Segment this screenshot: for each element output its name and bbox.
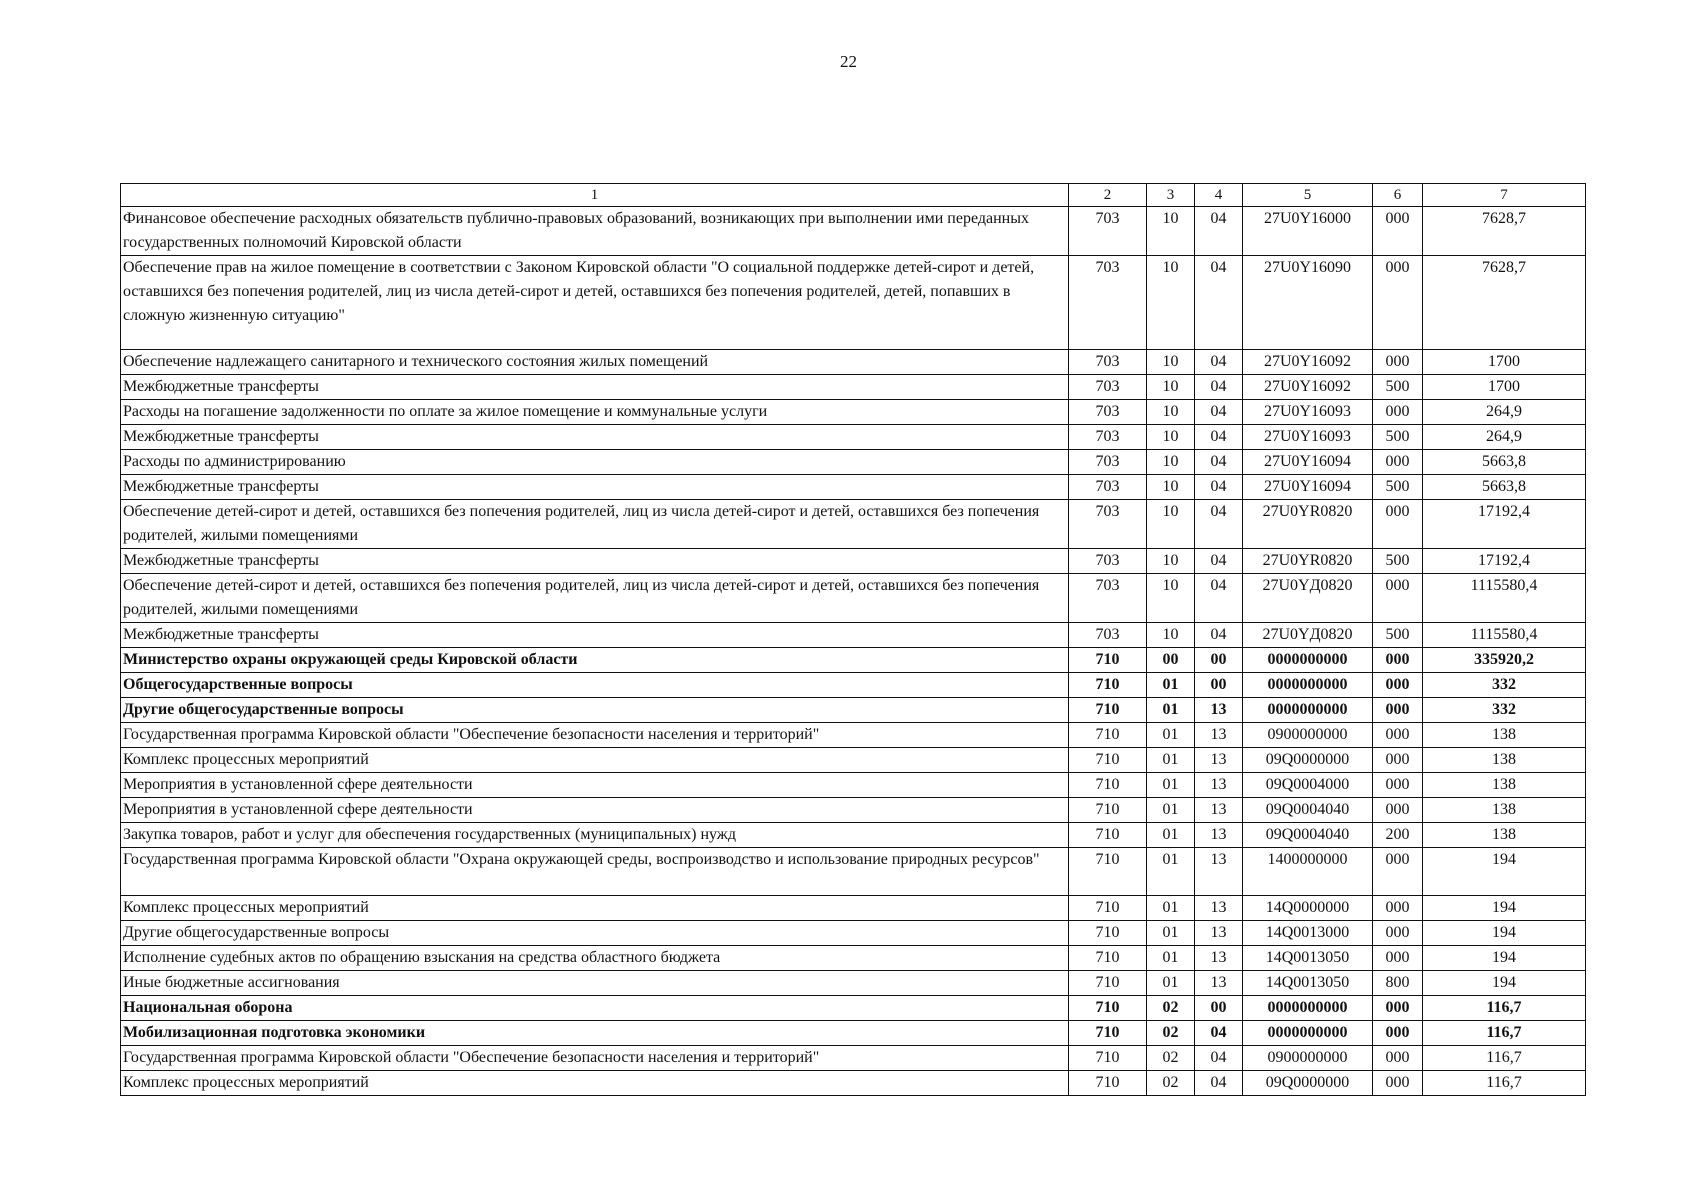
expense-type-cell: 200 [1373,823,1423,848]
amount-cell: 1700 [1423,350,1586,375]
table-row [121,971,1586,996]
table-row [121,1021,1586,1046]
row-name-cell: Мобилизационная подготовка экономики [121,1021,1069,1046]
target-article-cell: 0000000000 [1243,1021,1373,1046]
section-code-cell: 10 [1147,623,1195,648]
target-article-cell: 27U0Y16094 [1243,450,1373,475]
ministry-code-cell: 710 [1069,946,1147,971]
row-name-cell: Межбюджетные трансферты [121,375,1069,400]
subsection-code-cell: 04 [1195,375,1243,400]
row-name-cell: Государственная программа Кировской области "Обеспечение безопасности населения и территорий" [121,723,1069,748]
amount-cell: 116,7 [1423,1046,1586,1071]
amount-cell: 332 [1423,673,1586,698]
row-name-cell: Комплекс процессных мероприятий [121,748,1069,773]
expense-type-cell: 000 [1373,748,1423,773]
section-code-cell: 10 [1147,574,1195,623]
page-number: 22 [840,52,857,71]
subsection-code-cell: 04 [1195,475,1243,500]
expense-type-cell: 000 [1373,773,1423,798]
target-article-cell: 09Q0000000 [1243,748,1373,773]
subsection-code-cell: 04 [1195,1046,1243,1071]
target-article-cell: 1400000000 [1243,848,1373,896]
table-row [121,921,1586,946]
table-row [121,256,1586,350]
amount-cell: 116,7 [1423,996,1586,1021]
expense-type-cell: 800 [1373,971,1423,996]
ministry-code-cell: 710 [1069,698,1147,723]
subsection-code-cell: 04 [1195,1071,1243,1096]
section-code-cell: 01 [1147,798,1195,823]
target-article-cell: 27U0Y16094 [1243,475,1373,500]
section-code-cell: 10 [1147,549,1195,574]
ministry-code-cell: 703 [1069,549,1147,574]
section-code-cell: 01 [1147,748,1195,773]
row-name-cell: Государственная программа Кировской области "Обеспечение безопасности населения и территорий" [121,1046,1069,1071]
target-article-cell: 14Q0013050 [1243,971,1373,996]
expense-type-cell: 000 [1373,848,1423,896]
expense-type-cell: 500 [1373,475,1423,500]
amount-cell: 138 [1423,798,1586,823]
column-number: 3 [1147,184,1195,207]
subsection-code-cell: 00 [1195,996,1243,1021]
target-article-cell: 14Q0000000 [1243,896,1373,921]
row-name-cell: Обеспечение надлежащего санитарного и технического состояния жилых помещений [121,350,1069,375]
target-article-cell: 27U0YД0820 [1243,574,1373,623]
expense-type-cell: 000 [1373,400,1423,425]
expense-type-cell: 000 [1373,896,1423,921]
ministry-code-cell: 710 [1069,823,1147,848]
table-row [121,574,1586,623]
row-name-cell: Финансовое обеспечение расходных обязательств публично-правовых образований, возникающих при выполнении ими переданных государственных полномочий Кировской области [121,207,1069,256]
section-code-cell: 01 [1147,946,1195,971]
subsection-code-cell: 04 [1195,500,1243,549]
table-row [121,623,1586,648]
expense-type-cell: 000 [1373,574,1423,623]
row-name-cell: Расходы по администрированию [121,450,1069,475]
table-row [121,648,1586,673]
table-row [121,723,1586,748]
amount-cell: 116,7 [1423,1021,1586,1046]
target-article-cell: 14Q0013050 [1243,946,1373,971]
row-name-cell: Национальная оборона [121,996,1069,1021]
subsection-code-cell: 13 [1195,946,1243,971]
amount-cell: 17192,4 [1423,500,1586,549]
section-code-cell: 01 [1147,823,1195,848]
subsection-code-cell: 13 [1195,921,1243,946]
amount-cell: 116,7 [1423,1071,1586,1096]
table-row [121,400,1586,425]
target-article-cell: 27U0Y16092 [1243,375,1373,400]
amount-cell: 1700 [1423,375,1586,400]
ministry-code-cell: 710 [1069,773,1147,798]
section-code-cell: 01 [1147,773,1195,798]
table-row [121,207,1586,256]
amount-cell: 5663,8 [1423,475,1586,500]
target-article-cell: 27U0YR0820 [1243,549,1373,574]
row-name-cell: Межбюджетные трансферты [121,549,1069,574]
row-name-cell: Закупка товаров, работ и услуг для обеспечения государственных (муниципальных) нужд [121,823,1069,848]
row-name-cell: Министерство охраны окружающей среды Кировской области [121,648,1069,673]
subsection-code-cell: 04 [1195,574,1243,623]
amount-cell: 335920,2 [1423,648,1586,673]
target-article-cell: 27U0Y16090 [1243,256,1373,350]
table-row [121,475,1586,500]
expense-type-cell: 000 [1373,698,1423,723]
ministry-code-cell: 703 [1069,350,1147,375]
table-row [121,996,1586,1021]
table-row [121,946,1586,971]
target-article-cell: 0900000000 [1243,1046,1373,1071]
amount-cell: 1115580,4 [1423,574,1586,623]
expense-type-cell: 000 [1373,798,1423,823]
amount-cell: 194 [1423,896,1586,921]
amount-cell: 194 [1423,848,1586,896]
row-name-cell: Комплекс процессных мероприятий [121,1071,1069,1096]
ministry-code-cell: 703 [1069,623,1147,648]
target-article-cell: 27U0YД0820 [1243,623,1373,648]
target-article-cell: 27U0Y16092 [1243,350,1373,375]
ministry-code-cell: 710 [1069,896,1147,921]
target-article-cell: 27U0Y16000 [1243,207,1373,256]
row-name-cell: Комплекс процессных мероприятий [121,896,1069,921]
expense-type-cell: 000 [1373,673,1423,698]
column-number-row [121,184,1586,207]
amount-cell: 17192,4 [1423,549,1586,574]
subsection-code-cell: 13 [1195,698,1243,723]
row-name-cell: Исполнение судебных актов по обращению взыскания на средства областного бюджета [121,946,1069,971]
subsection-code-cell: 13 [1195,848,1243,896]
table-row [121,848,1586,896]
target-article-cell: 0000000000 [1243,673,1373,698]
table-row [121,500,1586,549]
section-code-cell: 10 [1147,475,1195,500]
section-code-cell: 01 [1147,921,1195,946]
ministry-code-cell: 710 [1069,673,1147,698]
amount-cell: 194 [1423,946,1586,971]
column-number: 1 [121,184,1069,207]
ministry-code-cell: 710 [1069,996,1147,1021]
subsection-code-cell: 13 [1195,748,1243,773]
section-code-cell: 01 [1147,673,1195,698]
row-name-cell: Другие общегосударственные вопросы [121,921,1069,946]
ministry-code-cell: 710 [1069,748,1147,773]
column-number: 6 [1373,184,1423,207]
expense-type-cell: 000 [1373,450,1423,475]
table-row [121,748,1586,773]
target-article-cell: 0000000000 [1243,698,1373,723]
ministry-code-cell: 703 [1069,500,1147,549]
expense-type-cell: 500 [1373,375,1423,400]
section-code-cell: 02 [1147,1046,1195,1071]
target-article-cell: 27U0Y16093 [1243,400,1373,425]
target-article-cell: 09Q0000000 [1243,1071,1373,1096]
section-code-cell: 10 [1147,425,1195,450]
section-code-cell: 01 [1147,723,1195,748]
section-code-cell: 10 [1147,400,1195,425]
amount-cell: 194 [1423,921,1586,946]
subsection-code-cell: 13 [1195,971,1243,996]
amount-cell: 264,9 [1423,425,1586,450]
ministry-code-cell: 710 [1069,723,1147,748]
subsection-code-cell: 13 [1195,773,1243,798]
subsection-code-cell: 13 [1195,798,1243,823]
expense-type-cell: 000 [1373,946,1423,971]
amount-cell: 5663,8 [1423,450,1586,475]
subsection-code-cell: 04 [1195,350,1243,375]
target-article-cell: 0900000000 [1243,723,1373,748]
amount-cell: 194 [1423,971,1586,996]
section-code-cell: 01 [1147,848,1195,896]
amount-cell: 264,9 [1423,400,1586,425]
section-code-cell: 01 [1147,698,1195,723]
table-row [121,823,1586,848]
section-code-cell: 10 [1147,500,1195,549]
expense-type-cell: 500 [1373,623,1423,648]
table-row [121,1046,1586,1071]
amount-cell: 138 [1423,723,1586,748]
subsection-code-cell: 04 [1195,400,1243,425]
ministry-code-cell: 703 [1069,574,1147,623]
section-code-cell: 02 [1147,1021,1195,1046]
expense-type-cell: 000 [1373,1046,1423,1071]
ministry-code-cell: 703 [1069,256,1147,350]
row-name-cell: Мероприятия в установленной сфере деятельности [121,773,1069,798]
expense-type-cell: 500 [1373,549,1423,574]
subsection-code-cell: 00 [1195,648,1243,673]
target-article-cell: 0000000000 [1243,648,1373,673]
subsection-code-cell: 04 [1195,256,1243,350]
subsection-code-cell: 04 [1195,549,1243,574]
ministry-code-cell: 710 [1069,1021,1147,1046]
row-name-cell: Расходы на погашение задолженности по оплате за жилое помещение и коммунальные услуги [121,400,1069,425]
subsection-code-cell: 13 [1195,823,1243,848]
row-name-cell: Общегосударственные вопросы [121,673,1069,698]
subsection-code-cell: 13 [1195,723,1243,748]
ministry-code-cell: 703 [1069,475,1147,500]
row-name-cell: Межбюджетные трансферты [121,425,1069,450]
table-row [121,1071,1586,1096]
target-article-cell: 09Q0004040 [1243,798,1373,823]
expense-type-cell: 000 [1373,1071,1423,1096]
row-name-cell: Обеспечение детей-сирот и детей, оставшихся без попечения родителей, лиц из числа детей-сирот и детей, оставшихся без попечения родителей, жилыми помещениями [121,500,1069,549]
amount-cell: 138 [1423,748,1586,773]
row-name-cell: Иные бюджетные ассигнования [121,971,1069,996]
section-code-cell: 02 [1147,1071,1195,1096]
target-article-cell: 14Q0013000 [1243,921,1373,946]
target-article-cell: 0000000000 [1243,996,1373,1021]
row-name-cell: Другие общегосударственные вопросы [121,698,1069,723]
row-name-cell: Межбюджетные трансферты [121,475,1069,500]
subsection-code-cell: 00 [1195,673,1243,698]
row-name-cell: Обеспечение детей-сирот и детей, оставшихся без попечения родителей, лиц из числа детей-сирот и детей, оставшихся без попечения родителей, жилыми помещениями [121,574,1069,623]
expense-type-cell: 000 [1373,207,1423,256]
table-row [121,798,1586,823]
expense-type-cell: 000 [1373,921,1423,946]
row-name-cell: Государственная программа Кировской области "Охрана окружающей среды, воспроизводство и использование природных ресурсов" [121,848,1069,896]
table-row [121,698,1586,723]
ministry-code-cell: 703 [1069,400,1147,425]
section-code-cell: 01 [1147,971,1195,996]
row-name-cell: Обеспечение прав на жилое помещение в соответствии с Законом Кировской области "О социальной поддержке детей-сирот и детей, оставшихся без попечения родителей, лиц из числа детей-сирот и детей, оставшихся без попечения родителей, детей, попавших в сложную жизненную ситуацию" [121,256,1069,350]
section-code-cell: 10 [1147,350,1195,375]
expense-type-cell: 000 [1373,500,1423,549]
column-number: 4 [1195,184,1243,207]
expense-type-cell: 000 [1373,996,1423,1021]
ministry-code-cell: 703 [1069,375,1147,400]
target-article-cell: 27U0YR0820 [1243,500,1373,549]
section-code-cell: 10 [1147,207,1195,256]
ministry-code-cell: 703 [1069,207,1147,256]
expense-type-cell: 000 [1373,256,1423,350]
amount-cell: 1115580,4 [1423,623,1586,648]
ministry-code-cell: 710 [1069,848,1147,896]
expense-type-cell: 000 [1373,723,1423,748]
table-row [121,425,1586,450]
expense-type-cell: 500 [1373,425,1423,450]
ministry-code-cell: 710 [1069,1071,1147,1096]
ministry-code-cell: 710 [1069,1046,1147,1071]
column-number: 2 [1069,184,1147,207]
ministry-code-cell: 703 [1069,450,1147,475]
section-code-cell: 02 [1147,996,1195,1021]
target-article-cell: 27U0Y16093 [1243,425,1373,450]
amount-cell: 138 [1423,773,1586,798]
amount-cell: 7628,7 [1423,256,1586,350]
expense-type-cell: 000 [1373,1021,1423,1046]
section-code-cell: 10 [1147,450,1195,475]
table-row [121,350,1586,375]
table-row [121,773,1586,798]
subsection-code-cell: 04 [1195,623,1243,648]
target-article-cell: 09Q0004040 [1243,823,1373,848]
row-name-cell: Мероприятия в установленной сфере деятельности [121,798,1069,823]
column-number: 7 [1423,184,1586,207]
section-code-cell: 01 [1147,896,1195,921]
table-row [121,673,1586,698]
table-row [121,896,1586,921]
subsection-code-cell: 04 [1195,207,1243,256]
ministry-code-cell: 710 [1069,798,1147,823]
subsection-code-cell: 04 [1195,450,1243,475]
ministry-code-cell: 710 [1069,971,1147,996]
ministry-code-cell: 710 [1069,648,1147,673]
expense-type-cell: 000 [1373,350,1423,375]
amount-cell: 332 [1423,698,1586,723]
table-row [121,549,1586,574]
expense-type-cell: 000 [1373,648,1423,673]
column-number: 5 [1243,184,1373,207]
table-row [121,375,1586,400]
subsection-code-cell: 04 [1195,425,1243,450]
row-name-cell: Межбюджетные трансферты [121,623,1069,648]
budget-table [120,183,1586,1096]
section-code-cell: 10 [1147,256,1195,350]
table-row [121,450,1586,475]
amount-cell: 138 [1423,823,1586,848]
section-code-cell: 00 [1147,648,1195,673]
subsection-code-cell: 13 [1195,896,1243,921]
section-code-cell: 10 [1147,375,1195,400]
subsection-code-cell: 04 [1195,1021,1243,1046]
table-body [121,207,1586,1096]
target-article-cell: 09Q0004000 [1243,773,1373,798]
ministry-code-cell: 703 [1069,425,1147,450]
ministry-code-cell: 710 [1069,921,1147,946]
amount-cell: 7628,7 [1423,207,1586,256]
